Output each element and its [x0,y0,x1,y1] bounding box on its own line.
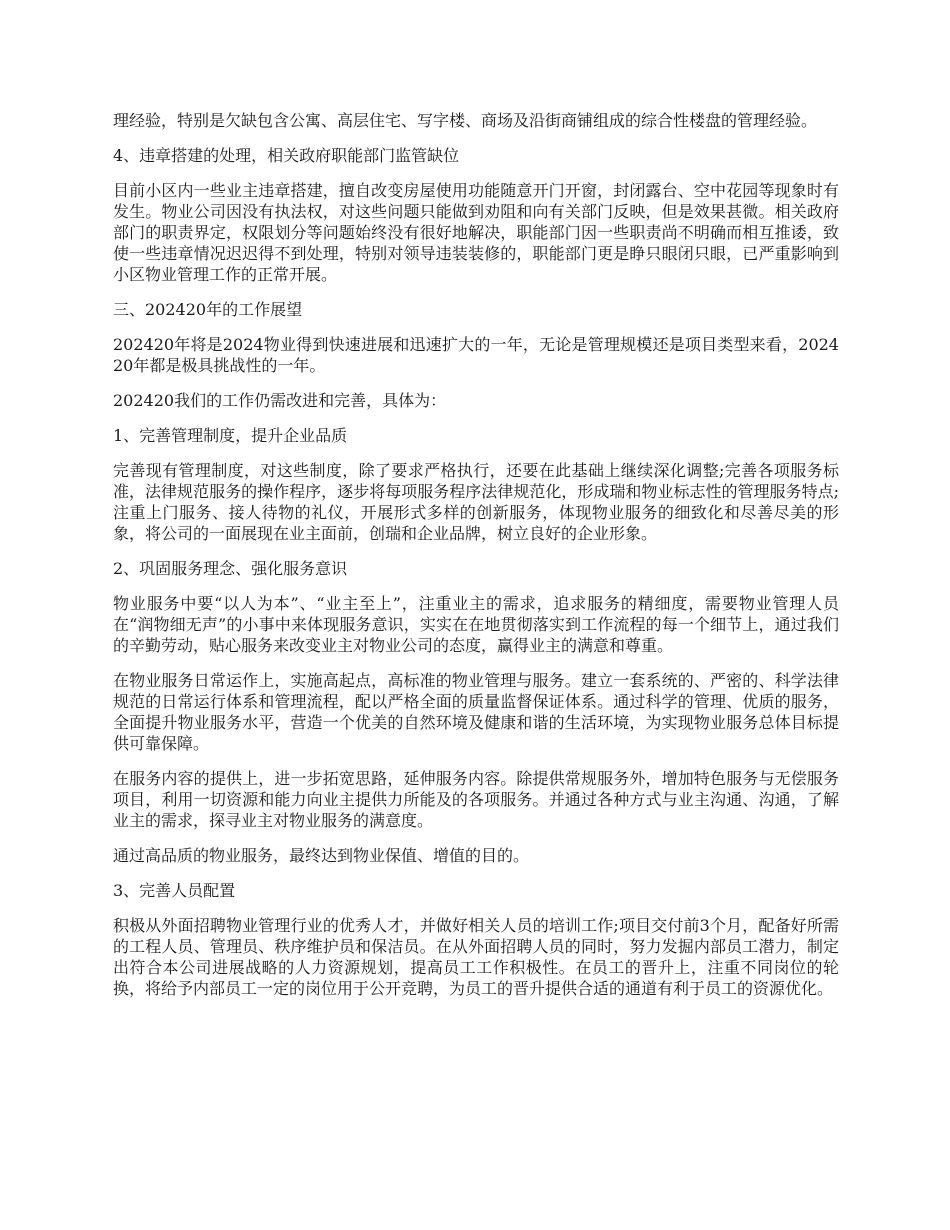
section-heading-outlook: 三、202420年的工作展望 [113,300,303,319]
paragraph-management-system: 完善现有管理制度，对这些制度，除了要求严格执行，还要在此基础上继续深化调整;完善各项服务标准，法律规范服务的操作程序，逐步将每项服务程序法律规范化，形成瑞和物业标志性的管理服务特点;注重上门服务、接人待物的礼仪，开展形式多样的创新服务，体现物业服务的细致化和尽善尽美的形象，将公司的一面展现在业主面前，创瑞和企业品牌，树立良好的企业形象。 [113,461,839,543]
paragraph-service-concept: 物业服务中要“以人为本”、“业主至上”，注重业主的需求，追求服务的精细度，需要物业管理人员在“润物细无声”的小事中来体现服务意识，实实在在地贯彻落实到工作流程的每一个细节上，通过我们的辛勤劳动，贴心服务来改变业主对物业公司的态度，赢得业主的满意和尊重。 [113,594,839,655]
paragraph-illegal-construction: 目前小区内一些业主违章搭建，擅自改变房屋使用功能随意开门开窗，封闭露台、空中花园等现象时有发生。物业公司因没有执法权，对这些问题只能做到劝阻和向有关部门反映，但是效果甚微。相关政府部门的职责界定，权限划分等问题始终没有很好地解决，职能部门因一些职责尚不明确而相互推诿，致使一些违章情况迟迟得不到处理，特别对领导违装装修的，职能部门更是睁只眼闭只眼，已严重影响到小区物业管理工作的正常开展。 [113,181,839,284]
paragraph-staffing: 积极从外面招聘物业管理行业的优秀人才，并做好相关人员的培训工作;项目交付前3个月，配备好所需的工程人员、管理员、秩序维护员和保洁员。在从外面招聘人员的同时，努力发掘内部员工潜力，制定出符合本公司进展战略的人力资源规划，提高员工工作积极性。在员工的晋升上，注重不同岗位的轮换，将给予内部员工一定的岗位用于公开竞聘，为员工的晋升提供合适的通道有利于员工的资源优化。 [113,916,839,998]
paragraph-management-experience: 理经验，特别是欠缺包含公寓、高层住宅、写字楼、商场及沿街商铺组成的综合性楼盘的管理经验。 [113,111,818,130]
paragraph-service-content: 在服务内容的提供上，进一步拓宽思路，延伸服务内容。除提供常规服务外，增加特色服务与无偿服务项目，利用一切资源和能力向业主提供力所能及的各项服务。并通过各种方式与业主沟通、沟通，了解业主的需求，探寻业主对物业服务的满意度。 [113,769,839,830]
heading-management-system: 1、完善管理制度，提升企业品质 [113,426,348,445]
heading-staffing: 3、完善人员配置 [113,881,236,900]
paragraph-daily-operations: 在物业服务日常运作上，实施高起点，高标准的物业管理与服务。建立一套系统的、严密的、科学法律规范的日常运行体系和管理流程，配以严格全面的质量监督保证体系。通过科学的管理、优质的服务，全面提升物业服务水平，营造一个优美的自然环境及健康和谐的生活环境，为实现物业服务总体目标提供可靠保障。 [113,671,839,753]
heading-service-concept: 2、巩固服务理念、强化服务意识 [113,559,348,578]
paragraph-value-preservation: 通过高品质的物业服务，最终达到物业保值、增值的目的。 [113,846,530,865]
paragraph-improvements-intro: 202420我们的工作仍需改进和完善，具体为： [113,391,447,410]
heading-illegal-construction: 4、违章搭建的处理，相关政府职能部门监管缺位 [113,146,460,165]
paragraph-outlook-year: 202420年将是2024物业得到快速进展和迅速扩大的一年，无论是管理规模还是项目类型来看，202420年都是极具挑战性的一年。 [113,335,839,375]
document-body [113,110,839,1013]
